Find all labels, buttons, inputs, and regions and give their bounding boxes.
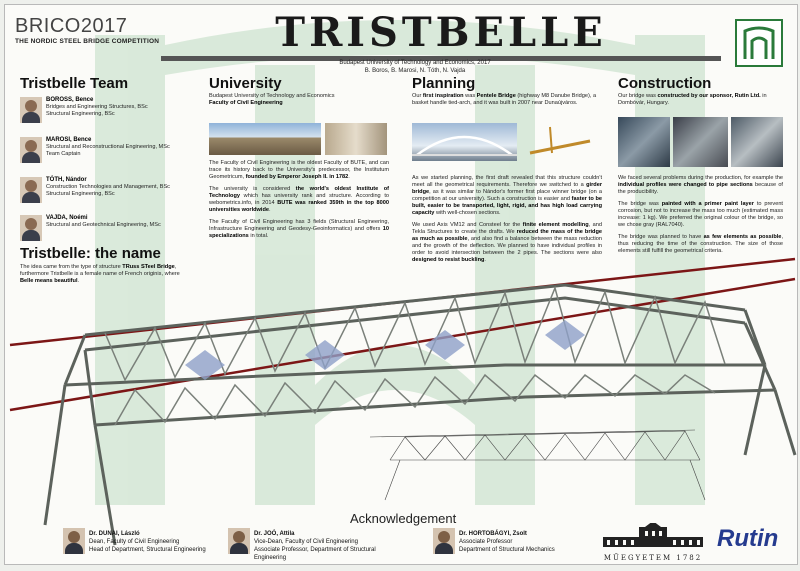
construction-text: We faced several problems during the production, for example the individual profiles were changed to pipe sections because of the producibility. The bridge was painted with a primer paint layer to prevent corrosion, but not to increase the mass too much (estimated mass increase: 1 kg). We preferred the original colour of the bridge, so we chose gray (RAL7040). The bridge was planned to have as few elements as possible, thus reducing the time of the construction. The size of those elements still fulfill the geometrical criteria.: [618, 175, 783, 254]
member-photo: [20, 97, 42, 123]
member-detail: Structural and Geotechnical Engineering, MSc: [46, 222, 161, 228]
brico-logo: [15, 15, 159, 45]
member-photo: [20, 137, 42, 163]
poster: BRICO2017 THE NORDIC STEEL BRIDGE COMPETITION TRISTBELLE Budapest University of Technology and Economics, 2017 B. Boros, B. Marosi, N. Tóth, N. Vajda Tristbelle Team BOROSS, Bence Bridges and Engineering Structures, BSc Structural Engineering, BSc MAROSI, Bence Structural and Reconstructional Engineering, MSc Team Captain TÓTH, Nándor Construction Technologies and Management, BSc Structural Engineering, BSc VAJDA, Noémi Structural and Geotechnical Engineering, MSc Tristbelle: the name The idea came from the type of structure TRuss STeel Bridge, furthermore Tristbelle is a female name of French originis, where Belle means beautiful. University Budapest University of Technology and Economics Faculty of Civil Engineering The Faculty of Civil Engineering is the oldest Faculty of BUTE, and can trace its history back to the University's predecessor, the Institutum Geometricum, founded by Emperor Joseph II. in 1782. The university is considered the world's oldest Institute of Technology which has university rank and structure. According to webometrics.info, in 2014 BUTE was ranked 359th in the top 8000 universities worldwide. The Faculty of Civil Engineering has 3 fields (Structural Engineering, Infrastructure Engineering and Geodesy-Geoinformatics) and offers 10 specializations in total. Planning Our first inspiration was Pentele Bridge (highway M8 Danube Bridge), a basket handle tied-arch, and it was built in 2007 near Dunaújváros. As we started planning, the first draft revealed that this structure couldn't meet all the geometrical requirements. Therefore we switched to a girder bridge, as it was similar to Nándor's former first place winner bridge (on a competition at our university). Such a construction is easier and faster to be built, easier to be transported, light, rigid, and has high load carrying capacity with well-chosen sections. We used Axis VM12 and Consteel for the finite element modelling, and Tekla Structures to create the drafts. We reduced the mass of the bridge as much as possible, and also find a balance between the mass reduction and the growth of the deflection. We planned to have individual profiles in order to avoid intersection between the 2 pipes. The sections were also designed to resist buckling. Construction Our bridge was constructed by our sponsor, Rutin Ltd. in Dombóvár, Hungary. We faced several problems during the production, for example the individual profiles were changed to pipe sections because of the producibility. The bridge was painted with a primer paint layer to prevent corrosion, but not to increase the mass too much (estimated mass increase: 1 kg). We preferred the original colour of the bridge, so we chose gray (RAL7040). The bridge was planned to have as few elements as possible, thus reducing the time of the construction. The size of those elements still fulfill the geometrical criteria. Acknowledgement Dr. DUNAI, László Dean, Faculty of Civil Engineering Head of Department, Structural Engineering Dr. JOÓ, Attila Vice-Dean, Faculty of Civil Engineering Associate Professor, Department of Structural Engineering Dr. HORTOBÁGYI, Zsolt Associate Professor Department of Structural Mechanics MŰEGYETEM 1782 Rutin: [4, 4, 798, 565]
authors-line-1: Budapest University of Technology and Economics, 2017: [339, 60, 491, 66]
team-member: [20, 215, 200, 245]
university-text: The Faculty of Civil Engineering is the oldest Faculty of BUTE, and can trace its history back to the University's predecessor, the Institutum Geometricum, founded by Emperor Joseph II. in 1782. The university is considered the world's oldest Institute of Technology which has university rank and structure. According to webometrics.info, in 2014 BUTE was ranked 359th in the top 8000 universities worldwide. The Faculty of Civil Engineering has 3 fields (Structural Engineering, Infrastructure Engineering and Geodesy-Geoinformatics) and offers 10 specializations in total.: [209, 160, 390, 239]
member-detail: Structural Engineering, BSc: [46, 191, 115, 197]
planning-text: As we started planning, the first draft revealed that this structure couldn't meet all the geometrical requirements. Therefore we switched to a girder bridge, as it was similar to Nándor's former first place winner bridge (on a competition at our university). Such a construction is easier and faster to be built, easier to be transported, light, rigid, and has high load carrying capacity with well-chosen sections. We used Axis VM12 and Consteel for the finite element modelling, and Tekla Structures to create the drafts. We reduced the mass of the bridge as much as possible, and also find a balance between the mass reduction and the growth of the deflection. We planned to have individual profiles in order to avoid intersection between the 2 pipes. The sections were also designed to resist buckling.: [412, 175, 602, 263]
planning-heading: Planning: [412, 75, 476, 92]
faculty-logo-icon: [735, 19, 783, 67]
planning-intro: Our first inspiration was Pentele Bridge (highway M8 Danube Bridge), a basket handle tied-arch, and it was built in 2007 near Dunaújváros.: [412, 93, 597, 106]
team-heading: Tristbelle Team: [20, 75, 129, 92]
ack-photo: [228, 528, 250, 554]
team-member: [20, 137, 200, 167]
authors-line-2: B. Boros, B. Marosi, N. Tóth, N. Vajda: [364, 68, 466, 74]
brand-year: 2017: [80, 15, 128, 37]
team-member: [20, 177, 200, 207]
brand-name: BRICO: [15, 15, 81, 37]
workshop-photo-2: [673, 117, 728, 167]
name-heading: Tristbelle: the name: [20, 245, 161, 262]
pentele-bridge-photo: [412, 123, 517, 161]
workshop-photo-1: [618, 117, 670, 167]
workshop-photo-3: [731, 117, 783, 167]
rutin-logo: Rutin: [717, 525, 779, 552]
name-text: The idea came from the type of structure TRuss STeel Bridge, furthermore Tristbelle is a female name of French originis, where Belle means beautiful.: [20, 264, 180, 284]
authors-block: [295, 59, 535, 75]
member-photo: [20, 177, 42, 203]
member-detail: Structural and Reconstructional Engineering, MSc: [46, 144, 170, 150]
member-name: MAROSI, Bence: [46, 137, 92, 143]
brand-subtitle: THE NORDIC STEEL BRIDGE COMPETITION: [15, 38, 160, 45]
member-detail: Team Captain: [46, 151, 81, 157]
ack-photo: [63, 528, 85, 554]
muegyetem-logo: [601, 523, 705, 561]
university-interior-photo: [325, 123, 387, 155]
member-detail: Construction Technologies and Management, BSc: [46, 184, 170, 190]
construction-heading: Construction: [618, 75, 712, 92]
member-detail: Bridges and Engineering Structures, BSc: [46, 104, 148, 110]
university-heading: University: [209, 75, 282, 92]
member-name: VAJDA, Noémi: [46, 215, 88, 221]
member-name: BOROSS, Bence: [46, 97, 94, 103]
member-detail: Structural Engineering, BSc: [46, 111, 115, 117]
member-photo: [20, 215, 42, 241]
ack-photo: [433, 528, 455, 554]
university-building-photo: [209, 123, 321, 155]
university-intro: Budapest University of Technology and Economics Faculty of Civil Engineering: [209, 93, 335, 106]
acknowledgement-heading: Acknowledgement: [350, 511, 457, 526]
muegyetem-logo-text: MŰEGYETEM 1782: [603, 554, 703, 562]
poster-title: TRISTBELLE: [161, 9, 721, 61]
bridge-model-render: [520, 123, 600, 161]
team-member: [20, 97, 200, 127]
member-name: TÓTH, Nándor: [46, 177, 87, 183]
construction-intro: Our bridge was constructed by our sponsor, Rutin Ltd. in Dombóvár, Hungary.: [618, 93, 767, 106]
